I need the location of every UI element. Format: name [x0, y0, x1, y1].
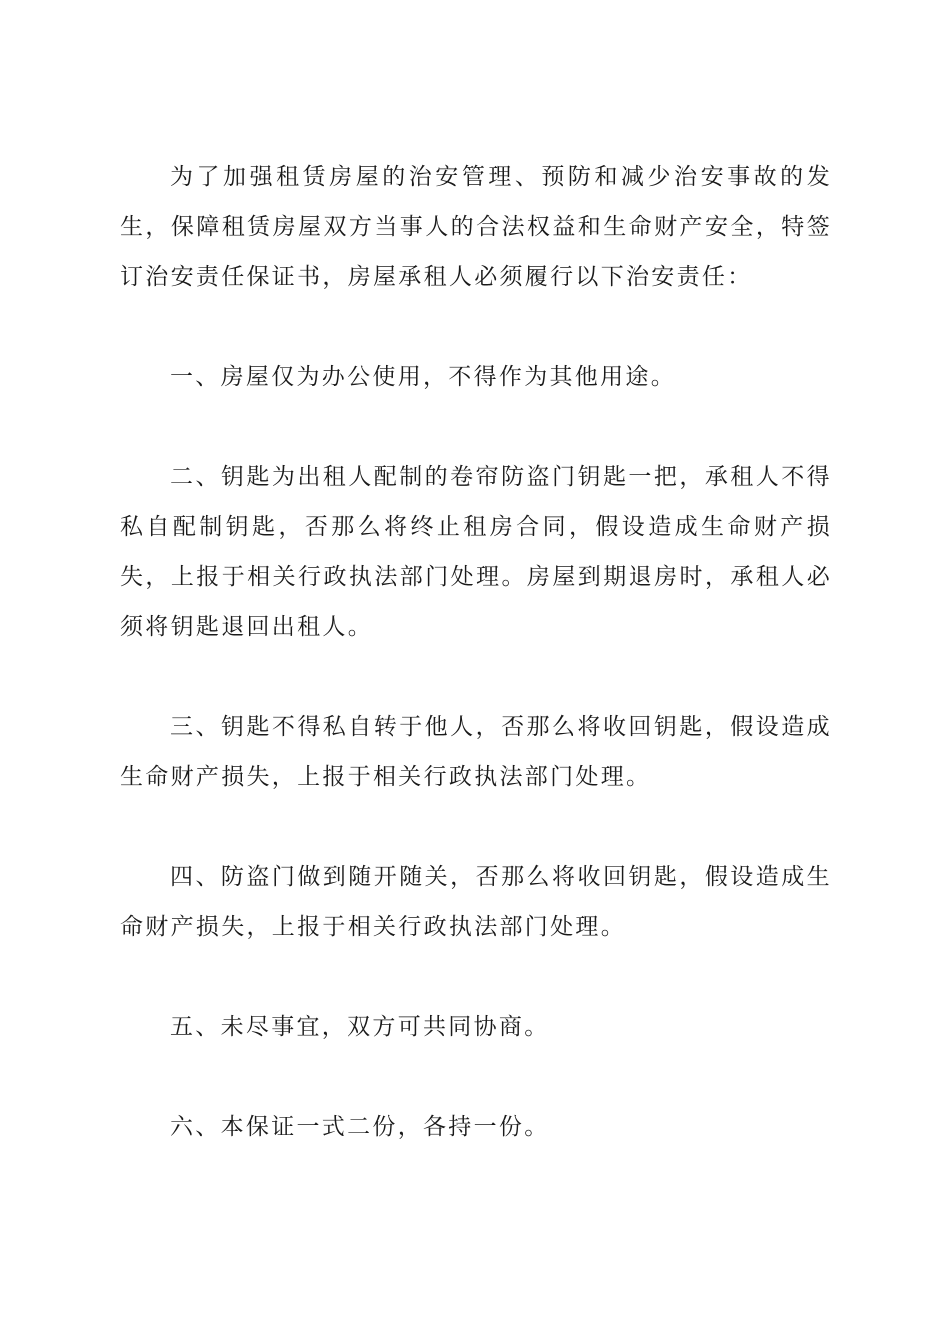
clause-1: 一、房屋仅为办公使用，不得作为其他用途。: [170, 364, 676, 390]
clause-6: 六、本保证一式二份，各持一份。: [170, 1114, 550, 1140]
clause-4: 四、防盗门做到随开随关，否那么将收回钥匙，假设造成生命财产损失，上报于相关行政执法部门处理。: [120, 864, 832, 940]
clause-5: 五、未尽事宜，双方可共同协商。: [170, 1014, 550, 1040]
clause-3: 三、钥匙不得私自转于他人，否那么将收回钥匙，假设造成生命财产损失，上报于相关行政执法部门处理。: [120, 714, 832, 790]
intro-paragraph: 为了加强租赁房屋的治安管理、预防和减少治安事故的发生，保障租赁房屋双方当事人的合法权益和生命财产安全，特签订治安责任保证书，房屋承租人必须履行以下治安责任：: [120, 164, 832, 290]
clause-2: 二、钥匙为出租人配制的卷帘防盗门钥匙一把，承租人不得私自配制钥匙，否那么将终止租房合同，假设造成生命财产损失，上报于相关行政执法部门处理。房屋到期退房时，承租人必须将钥匙退回出租人。: [120, 464, 832, 640]
